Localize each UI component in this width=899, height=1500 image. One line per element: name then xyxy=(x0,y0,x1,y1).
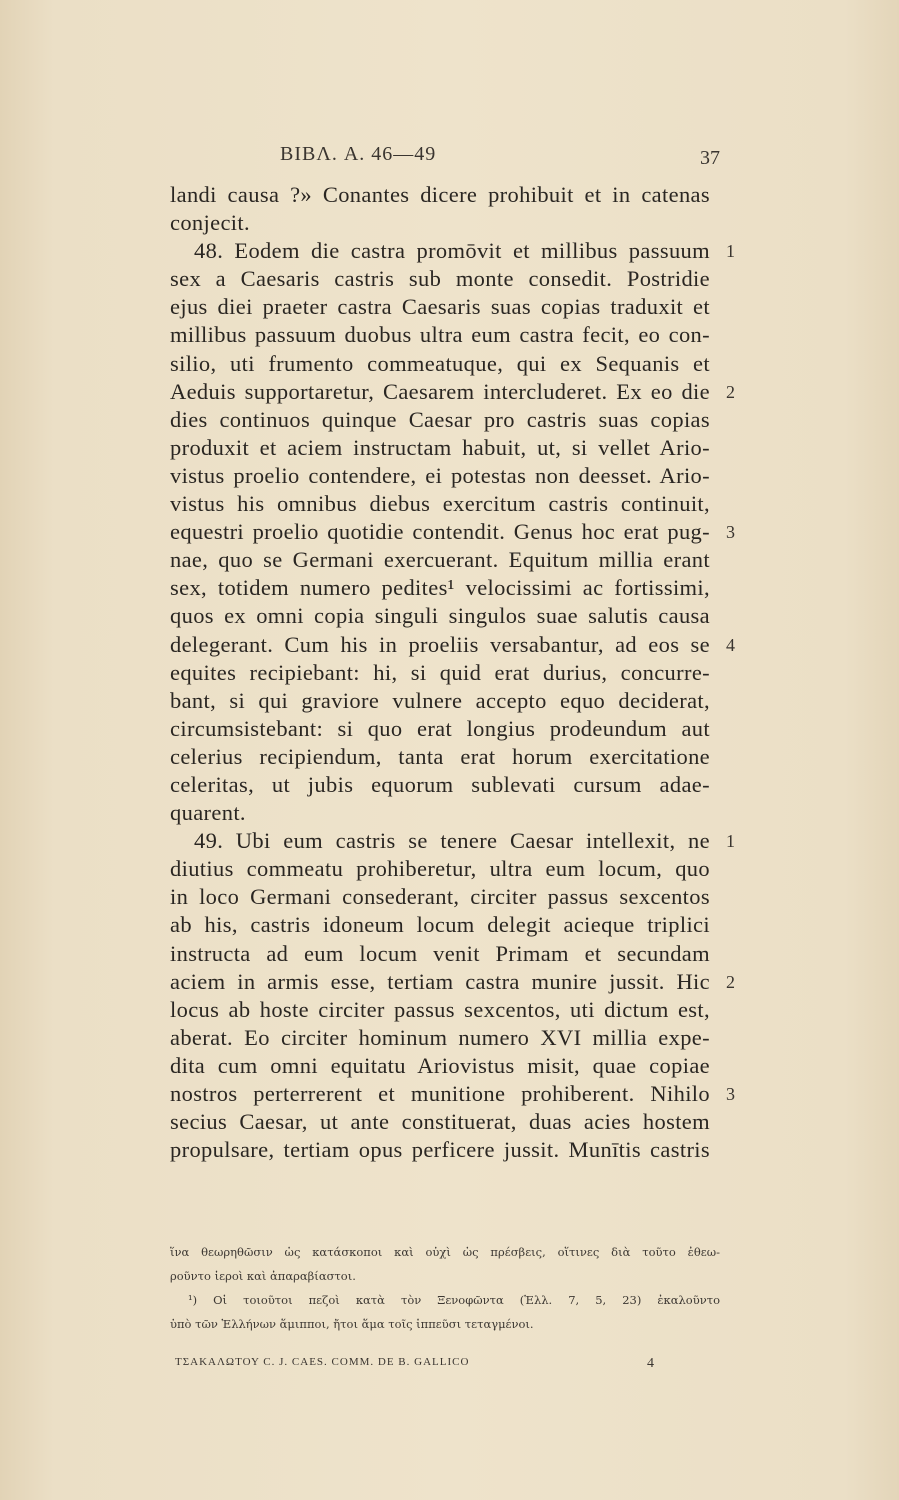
footnote-line: ¹) Οἱ τοιοῦτοι πεζοὶ κατὰ τὸν Ξενοφῶντα (Ἑλλ. 7, 5, 23) ἐκαλοῦντο xyxy=(188,1293,720,1307)
text-line-content: silio, uti frumento commeatuque, qui ex Sequanis et xyxy=(170,350,710,376)
text-line-content: in loco Germani consederant, circiter passus sexcentos xyxy=(170,884,710,910)
text-line-content: sex a Caesaris castris sub monte consedit. Postridie xyxy=(170,266,710,292)
text-line-content: propulsare, tertiam opus perficere jussit. Munītis castris xyxy=(170,1137,710,1163)
text-line xyxy=(170,321,710,349)
text-line xyxy=(170,911,710,939)
text-line xyxy=(170,434,710,462)
printer-signature xyxy=(175,1356,655,1376)
text-line xyxy=(170,855,710,883)
text-line-content: equestri proelio quotidie contendit. Genus hoc erat pug- xyxy=(170,519,710,545)
text-line xyxy=(170,265,710,293)
text-line-content: secius Caesar, ut ante constituerat, duas acies hostem xyxy=(170,1109,710,1135)
text-line-content: equites recipiebant: hi, si quid erat durius, concurre- xyxy=(170,659,710,685)
text-line xyxy=(170,490,710,518)
text-line xyxy=(170,209,710,237)
page-number: 37 xyxy=(700,147,720,169)
text-line-content: quarent. xyxy=(170,800,246,826)
text-line xyxy=(170,1052,710,1080)
text-line-content: landi causa ?» Conantes dicere prohibuit et in catenas xyxy=(170,182,710,207)
text-line xyxy=(170,546,710,574)
text-line-content: nae, quo se Germani exercuerant. Equitum millia erant xyxy=(170,547,710,573)
text-line xyxy=(170,659,710,687)
footnote-line: ἵνα θεωρηθῶσιν ὡς κατάσκοποι καὶ οὐχὶ ὡς πρέσβεις, οἵτινες διὰ τοῦτο ἐθεω- xyxy=(170,1245,720,1259)
footnotes xyxy=(170,1240,720,1336)
footnote-line: ὑπὸ τῶν Ἑλλήνων ἅμιπποι, ἤτοι ἅμα τοῖς ἱππεῦσι τεταγμένοι. xyxy=(170,1317,534,1331)
text-line-content: ejus diei praeter castra Caesaris suas copias traduxit et xyxy=(170,294,710,320)
text-line-content: Aeduis supportaretur, Caesarem intercluderet. Ex eo die xyxy=(170,378,710,404)
running-head xyxy=(0,143,899,173)
text-line xyxy=(170,1136,710,1164)
text-line-content: diutius commeatu prohiberetur, ultra eum locum, quo xyxy=(170,856,710,882)
text-line-content: ab his, castris idoneum locum delegit acieque triplici xyxy=(170,912,710,938)
text-line xyxy=(170,996,710,1024)
text-line-content: conjecit. xyxy=(170,210,250,236)
margin-section-number: 2 xyxy=(726,381,736,402)
margin-section-number: 3 xyxy=(726,1084,736,1104)
text-line-content: dies continuos quinque Caesar pro castris suas copias xyxy=(170,406,710,432)
running-head-title: BIBΛ. A. 46—49 xyxy=(280,143,437,165)
text-line xyxy=(170,968,736,996)
text-line-content: produxit et aciem instructam habuit, ut, si vellet Ario- xyxy=(170,434,710,460)
text-line-content: celeritas, ut jubis equorum sublevati cursum adae- xyxy=(170,771,710,797)
text-line xyxy=(170,799,710,827)
text-line-content: quos ex omni copia singuli singulos suae salutis causa xyxy=(170,603,710,629)
text-line xyxy=(170,1024,710,1052)
margin-section-number: 1 xyxy=(726,241,736,262)
text-line xyxy=(170,1080,736,1108)
text-line-content: instructa ad eum locum venit Primam et secundam xyxy=(170,940,710,966)
text-line xyxy=(170,462,710,490)
text-line xyxy=(170,406,710,434)
text-line xyxy=(170,687,710,715)
text-line xyxy=(170,827,736,855)
text-line-content: circumsistebant: si quo erat longius prodeundum aut xyxy=(170,715,710,741)
text-line-content: aberat. Eo circiter hominum numero XVI millia expe- xyxy=(170,1024,710,1050)
margin-section-number: 2 xyxy=(726,971,736,992)
text-line xyxy=(170,378,736,406)
text-line xyxy=(170,715,710,743)
text-line-content: sex, totidem numero pedites¹ velocissimi ac fortissimi, xyxy=(170,575,710,601)
text-line xyxy=(170,631,736,659)
signature-number: 4 xyxy=(647,1356,655,1371)
text-line-content: bant, si qui graviore vulnere accepto equo deciderat, xyxy=(170,687,710,713)
text-line xyxy=(170,940,710,968)
footnote-line: ροῦντο ἱεροὶ καὶ ἀπαραβίαστοι. xyxy=(170,1269,356,1283)
text-line xyxy=(170,350,710,378)
margin-section-number: 3 xyxy=(726,522,736,543)
text-line-content: celerius recipiendum, tanta erat horum exercitatione xyxy=(170,743,710,769)
body-text xyxy=(170,181,736,1164)
text-line-content: vistus his omnibus diebus exercitum castris continuit, xyxy=(170,491,710,517)
text-line xyxy=(170,1108,710,1136)
text-line-content: dita cum omni equitatu Ariovistus misit, quae copiae xyxy=(170,1052,710,1078)
text-line-content: locus ab hoste circiter passus sexcentos, uti dictum est, xyxy=(170,996,710,1022)
margin-section-number: 1 xyxy=(726,831,736,852)
margin-section-number: 4 xyxy=(726,634,736,655)
text-line xyxy=(170,743,710,771)
text-line xyxy=(170,602,710,630)
text-line-content: 48. Eodem die castra promōvit et millibus passuum xyxy=(194,238,710,264)
text-line-content: delegerant. Cum his in proeliis versabantur, ad eos se xyxy=(170,631,710,657)
text-line xyxy=(170,181,710,209)
text-line-content: aciem in armis esse, tertiam castra munire jussit. Hic xyxy=(170,968,710,994)
text-line-content: millibus passuum duobus ultra eum castra fecit, eo con- xyxy=(170,322,710,348)
text-line-content: vistus proelio contendere, ei potestas non deesset. Ario- xyxy=(170,462,710,488)
text-line xyxy=(170,237,736,265)
text-line-content: 49. Ubi eum castris se tenere Caesar intellexit, ne xyxy=(194,828,710,854)
text-line xyxy=(170,883,710,911)
text-line xyxy=(170,574,710,602)
text-line-content: nostros perterrerent et munitione prohiberent. Nihilo xyxy=(170,1081,710,1106)
text-line xyxy=(170,771,710,799)
text-line xyxy=(170,518,736,546)
signature-text: ΤΣΑΚΑΛΩΤΟΥ C. J. CAES. COMM. DE B. GALLICO xyxy=(175,1356,470,1368)
text-line xyxy=(170,293,710,321)
